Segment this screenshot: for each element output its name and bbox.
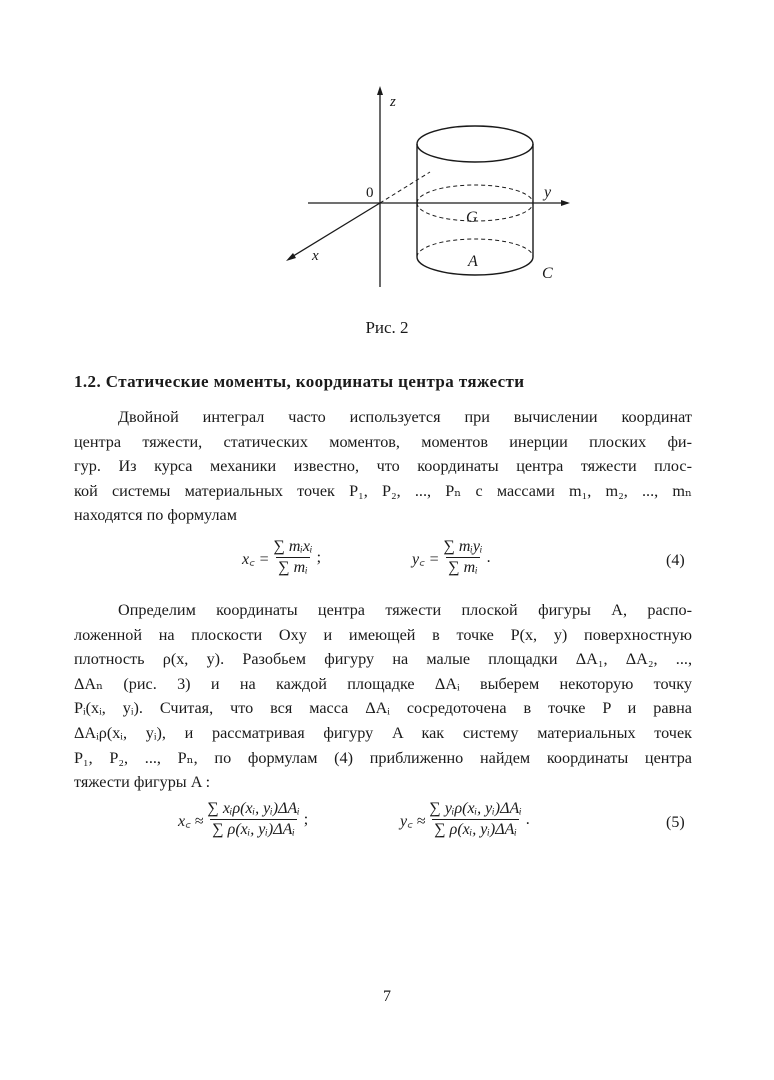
paragraph-line: плотность ρ(x, y). Разобьем фигуру на малые площадки ΔA₁, ΔA₂, ..., bbox=[74, 650, 692, 669]
label-z: z bbox=[390, 94, 396, 110]
formula-4-xc-lhs: x꜀ = bbox=[242, 550, 270, 568]
cylinder-figure bbox=[270, 82, 570, 292]
formula-4-yc-numerator: ∑ mᵢyᵢ bbox=[443, 538, 483, 555]
paragraph-line: тяжести фигуры A : bbox=[74, 773, 211, 792]
formula-5-yc-numerator: ∑ yᵢρ(xᵢ, yᵢ)ΔAᵢ bbox=[429, 800, 522, 817]
paragraph-line: центра тяжести, статических моментов, моментов инерции плоских фи- bbox=[74, 432, 692, 451]
formula-5-xc-numerator: ∑ xᵢρ(xᵢ, yᵢ)ΔAᵢ bbox=[207, 800, 300, 817]
section-title: 1.2. Статические моменты, координаты центра тяжести bbox=[74, 372, 525, 391]
formula-4-xc-fraction bbox=[271, 538, 314, 577]
formula-5-yc-lhs: y꜀ ≈ bbox=[400, 812, 426, 830]
figure-caption: Рис. 2 bbox=[365, 318, 409, 337]
formula-4-yc: y꜀ = $\frac{\text{∑ mᵢyᵢ}}{\text{∑ mᵢ}}$ . bbox=[412, 538, 491, 576]
cylinder-top bbox=[417, 126, 533, 162]
x-axis bbox=[290, 203, 380, 258]
formula-5-yc: y꜀ ≈ $\frac{\text{∑ yᵢρ(xᵢ, yᵢ)ΔAᵢ}}{\text{∑ ρ(xᵢ, yᵢ)ΔAᵢ}}$ . bbox=[400, 800, 530, 838]
formula-4-xc: x꜀ = $\frac{\text{∑ mᵢxᵢ}}{\text{∑ mᵢ}}$ ; bbox=[242, 538, 322, 576]
base-region-G-back bbox=[417, 185, 533, 203]
paragraph-line: Pᵢ(xᵢ, yᵢ). Считая, что вся масса ΔAᵢ сосредоточена в точке P и равна bbox=[74, 699, 692, 718]
page-number: 7 bbox=[383, 988, 391, 1005]
formula-5-xc-lhs: x꜀ ≈ bbox=[178, 812, 204, 830]
formula-4-yc-denominator: ∑ mᵢ bbox=[448, 559, 478, 576]
label-y: y bbox=[544, 184, 552, 201]
x-axis-hidden bbox=[380, 172, 430, 203]
label-G: G bbox=[466, 209, 478, 226]
x-arrow-icon bbox=[286, 253, 296, 261]
paragraph-line: находятся по формулам bbox=[74, 506, 237, 525]
formula-4-yc-fraction bbox=[441, 538, 484, 577]
formula-4-xc-numerator: ∑ mᵢxᵢ bbox=[273, 538, 313, 555]
equation-number-5: (5) bbox=[666, 814, 685, 831]
paragraph-1 bbox=[74, 405, 692, 528]
paragraph-line: ложенной на плоскости Oxy и имеющей в точке P(x, y) поверхностную bbox=[74, 625, 692, 644]
y-arrow-icon bbox=[561, 200, 570, 206]
paragraph-line: ΔAᵢρ(xᵢ, yᵢ), и рассматривая фигуру A как систему материальных точек bbox=[74, 723, 692, 742]
label-origin: 0 bbox=[366, 185, 374, 201]
paragraph-line: ΔAₙ (рис. 3) и на каждой площадке ΔAᵢ выберем некоторую точку bbox=[74, 674, 692, 693]
paragraph-line: гур. Из курса механики известно, что координаты центра тяжести плос- bbox=[74, 457, 692, 476]
formula-5-yc-fraction bbox=[427, 800, 523, 839]
paragraph-line: P₁, P₂, ..., Pₙ, по формулам (4) приближенно найдем координаты центра bbox=[74, 748, 692, 767]
formula-4-yc-lhs: y꜀ = bbox=[412, 550, 440, 568]
formula-5-xc-fraction bbox=[205, 800, 301, 839]
equation-number-4: (4) bbox=[666, 552, 685, 569]
paragraph-line: Определим координаты центра тяжести плоской фигуры A, распо- bbox=[118, 601, 692, 619]
formula-5-xc: x꜀ ≈ $\frac{\text{∑ xᵢρ(xᵢ, yᵢ)ΔAᵢ}}{\text{∑ ρ(xᵢ, yᵢ)ΔAᵢ}}$ ; bbox=[178, 800, 309, 838]
paragraph-line: кой системы материальных точек P₁, P₂, ..., Pₙ с массами m₁, m₂, ..., mₙ bbox=[74, 481, 692, 500]
label-x: x bbox=[312, 248, 319, 264]
formula-5-xc-denominator: ∑ ρ(xᵢ, yᵢ)ΔAᵢ bbox=[212, 821, 295, 838]
formula-4-xc-denominator: ∑ mᵢ bbox=[278, 559, 308, 576]
paragraph-2 bbox=[74, 598, 692, 795]
label-A: A bbox=[468, 253, 478, 270]
z-arrow-icon bbox=[377, 86, 383, 95]
label-C: C bbox=[542, 265, 553, 282]
formula-5-yc-denominator: ∑ ρ(xᵢ, yᵢ)ΔAᵢ bbox=[434, 821, 517, 838]
paragraph-line: Двойной интеграл часто используется при вычислении координат bbox=[118, 408, 692, 426]
